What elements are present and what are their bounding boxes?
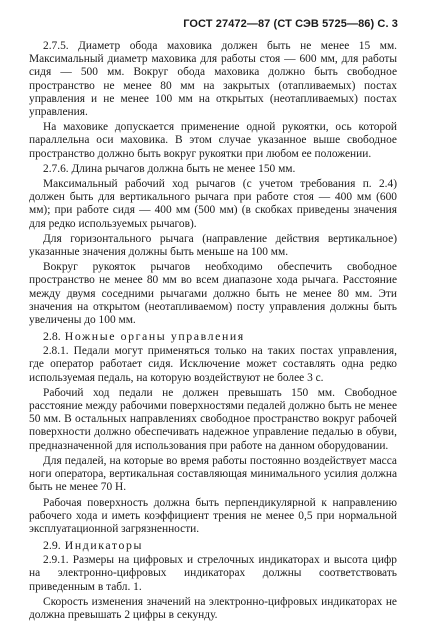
section-title: Индикаторы	[64, 538, 144, 553]
paragraph: 2.9.1. Размеры на цифровых и стрелочных индикаторах и высота цифр на электронно-цифровых индикаторах должны соответствовать приведенным в табл. 1.	[29, 554, 397, 593]
paragraph: Для горизонтального рычага (направление действия вертикальное) указанные значения должны быть меньше на 100 мм.	[29, 232, 397, 259]
paragraph: Максимальный рабочий ход рычагов (с учетом требования п. 2.4) должен быть для вертикального рычага при работе стоя — 400 мм (600 мм); при работе сидя — 400 мм (500 мм) (в скобках приведены значения для редко используемых рычагов).	[29, 178, 397, 230]
paragraph: Рабочая поверхность должна быть перпендикулярной к направлению рабочего хода и иметь коэффициент трения не менее 0,5 при нормальной эксплуатационной загрязненности.	[29, 496, 397, 535]
section-number: 2.8.	[43, 329, 61, 344]
section-heading	[29, 538, 397, 552]
paragraph: На маховике допускается применение одной рукоятки, ось которой параллельна оси маховика. В этом случае указанное выше свободное пространство должно быть вокруг рукоятки при любом ее положении.	[29, 121, 397, 160]
paragraph: 2.7.6. Длина рычагов должна быть не менее 150 мм.	[43, 162, 296, 175]
paragraph: Для педалей, на которые во время работы постоянно воздействует масса ноги оператора, вертикальная составляющая минимального усилия должна быть не менее 70 Н.	[29, 454, 397, 494]
paragraph: 2.8.1. Педали могут применяться только на таких постах управления, где оператор работает сидя. Исключение может составлять одна редко используемая педаль, на которую воздействуют не более 3 с.	[29, 345, 397, 384]
paragraph: Вокруг рукояток рычагов необходимо обеспечить свободное пространство не менее 80 мм во всем диапазоне хода рычага. Расстояние между двумя соседними рычагами должно быть не менее 80 мм. Эти значения на открытом (неотапливаемом) посту управления должны быть увеличены до 100 мм.	[29, 261, 397, 327]
section-number: 2.9.	[43, 538, 61, 553]
paragraph: Скорость изменения значений на электронно-цифровых индикаторах не должна превышать 2 цифры в секунду.	[29, 595, 397, 621]
section-title: Ножные органы управления	[64, 329, 245, 344]
document-body	[29, 40, 397, 622]
paragraph: 2.7.5. Диаметр обода маховика должен быть не менее 15 мм. Максимальный диаметр маховика для работы стоя — 600 мм, для работы сидя — 500 мм. Вокруг обода маховика должно быть свободное пространство не менее 80 мм на закрытых (отапливаемых) постах управления и не менее 100 мм на открытых (неотапливаемых) постах управления.	[29, 40, 397, 119]
page-header: ГОСТ 27472—87 (СТ СЭВ 5725—86) С. 3	[183, 18, 398, 30]
paragraph: Рабочий ход педали не должен превышать 150 мм. Свободное расстояние между рабочими поверхностями педалей должно быть не менее 50 мм. В остальных направлениях свободное пространство вокруг рабочей поверхности должно обеспечивать надежное управление педалью в обуви, предназначенной для использования при работе на данном оборудовании.	[29, 386, 397, 452]
section-heading	[29, 329, 397, 343]
